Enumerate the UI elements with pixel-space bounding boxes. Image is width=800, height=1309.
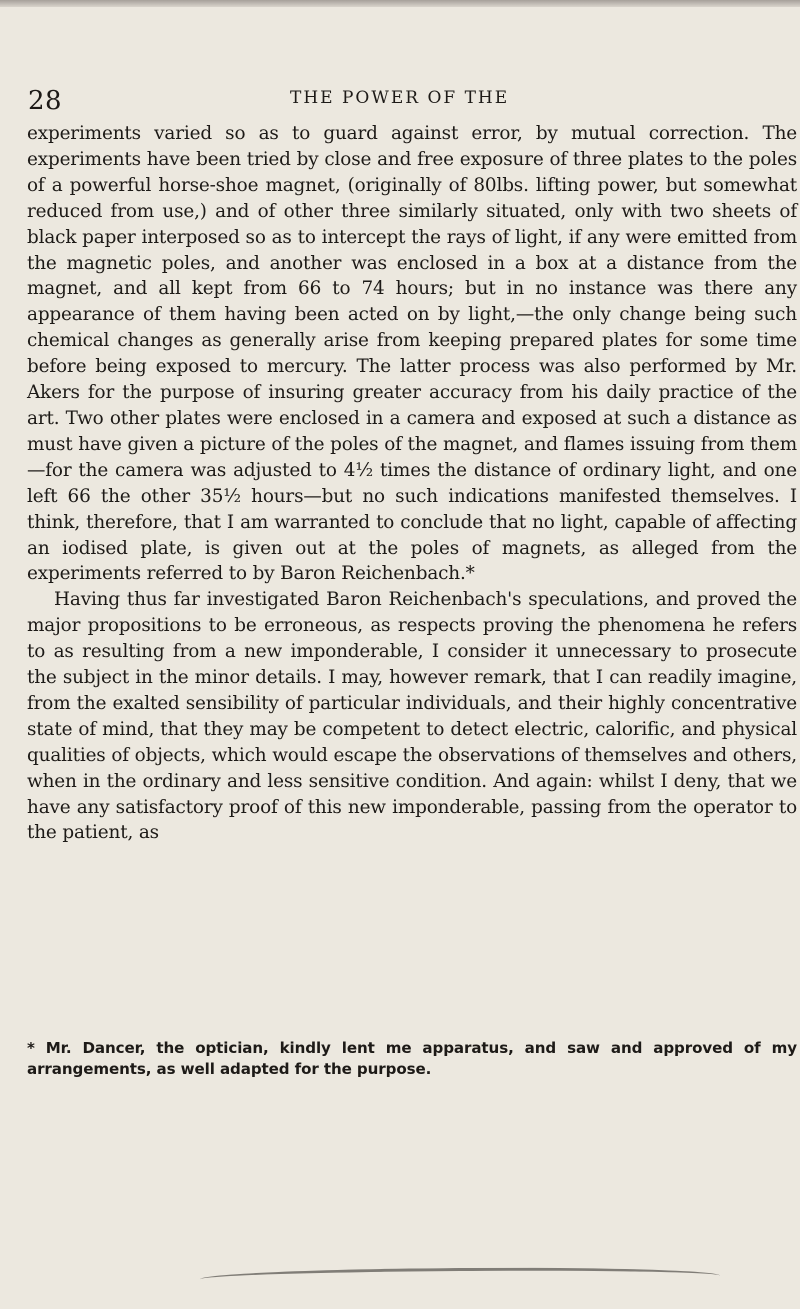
body-paragraph: experiments varied so as to guard against error, by mutual correction. The experiments have been tried by close and free exposure of three plates to the poles of a powerful horse-shoe magnet, (originally of 80lbs. lifting power, but somewhat reduced from use,) and of other three similarly situated, only with two sheets of black paper interposed so as to intercept the rays of light, if any were emitted from the magnetic poles, and another was enclosed in a box at a distance from the magnet, and all kept from 66 to 74 hours; but in no instance was there any appearance of them having been acted on by light,—the only change being such chemical changes as generally arise from keeping prepared plates for some time before being exposed to mercury. The latter process was also performed by Mr. Akers for the purpose of insuring greater accuracy from his daily practice of the art. Two other plates were enclosed in a camera and exposed at such a distance as must have given a picture of the poles of the magnet, and flames issuing from them—for the camera was adjusted to 4½ times the distance of ordinary light, and one left 66 the other 35½ hours—but no such indications manifested themselves. I think, therefore, that I am warranted to conclude that no light, capable of affecting an iodised plate, is given out at the poles of magnets, as alleged from the experiments referred to by Baron Reichenbach.* — [27, 123, 797, 585]
body-text — [27, 121, 797, 846]
printing-smudge — [200, 1266, 720, 1289]
body-paragraph: Having thus far investigated Baron Reichenbach's speculations, and proved the major propositions to be erroneous, as respects proving the phenomena he refers to as resulting from a new imponderable, I consider it unnecessary to prosecute the subject in the minor details. I may, however remark, that I can readily imagine, from the exalted sensibility of particular individuals, and their highly concentrative state of mind, that they may be competent to detect electric, calorific, and physical qualities of objects, which would escape the observations of themselves and others, when in the ordinary and less sensitive condition. And again: whilst I deny, that we have any satisfactory proof of this new imponderable, passing from the operator to the patient, as — [27, 589, 797, 844]
footnote: * Mr. Dancer, the optician, kindly lent me apparatus, and saw and approved of my arrangements, as well adapted for the purpose. — [27, 1039, 797, 1078]
page-number: 28 — [28, 86, 63, 116]
running-head: THE POWER OF THE — [290, 88, 510, 108]
